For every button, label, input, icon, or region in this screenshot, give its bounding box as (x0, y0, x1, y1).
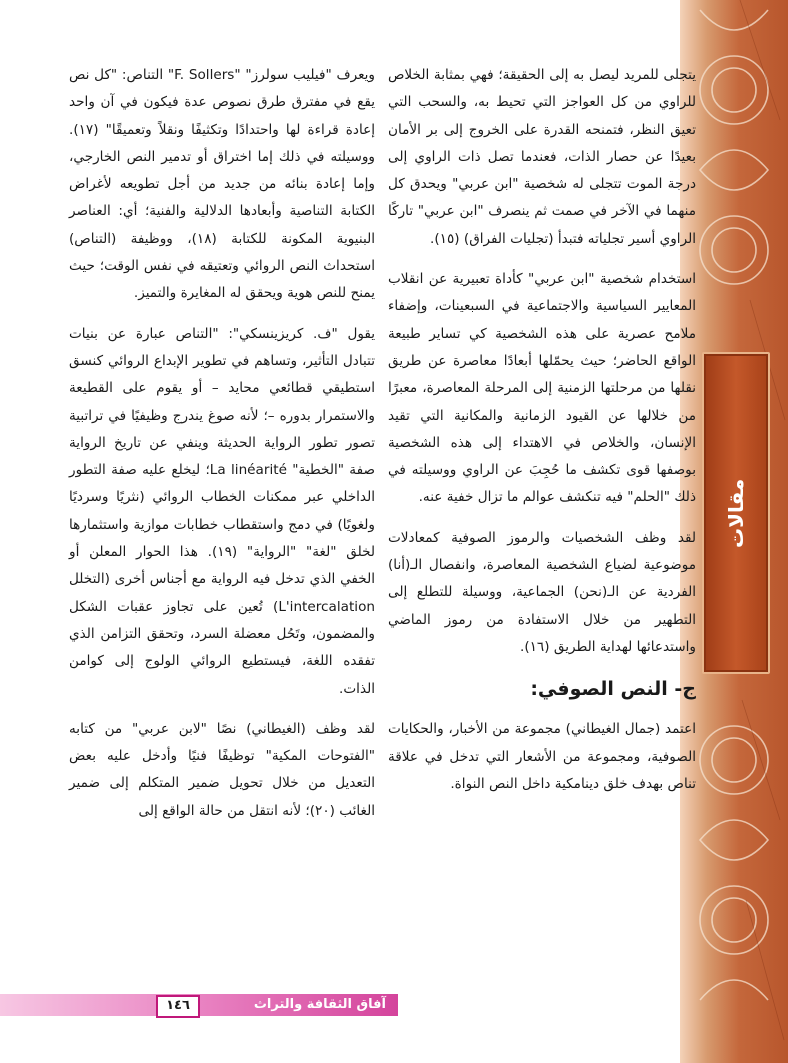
right-column (388, 62, 696, 811)
paragraph: يتجلى للمريد ليصل به إلى الحقيقة؛ فهي بمثابة الخلاص للراوي من كل العواجز التي تحيط به، والسحب التي تعيق النظر، فتمنحه القدرة على الخروج إلى بر الأمان بعيدًا عن حصار الذات، فعندما تصل ذات الراوي إلى درجة الموت تتجلى له شخصية "ابن عربي" ويحدق كل منهما في الآخر في صمت ثم ينصرف "ابن عربي" تاركًا الراوي أسير تجلياته فتبدأ (تجليات الفراق) (١٥). (388, 67, 696, 247)
section-tab (702, 352, 770, 674)
paragraph: يقول "ف. كريزينسكي": "التناص عبارة عن بنيات تتبادل التأثير، وتساهم في تطوير الإبداع الروائي كنسق استطيقي قطائعي محايد – أو يقوم على القطيعة والاستمرار بدوره –؛ لأنه صوغ يندرج وظيفيًا في تراتبية تصور تطور الرواية الحديثة وينفي عن تاريخ الرواية صفة "الخطية" La linéarité؛ ليخلع عليه صفة التطور الداخلي عبر ممكنات الخطاب الروائي (نثريًا وسرديًا ولغويًا) في دمج واستقطاب خطابات موازية واستثمارها لخلق "لغة" "الرواية" (١٩). هذا الحوار المعلن أو الخفي الذي تدخل فيه الرواية مع أجناس أخرى (التخلل L'intercalation) تُعين على تجاوز عقبات الشكل والمضمون، وتَحُل معضلة السرد، وتحقق التزامن الذي تفقده اللغة، فيستطيع الروائي الولوج إلى كوامن الذات. (69, 325, 376, 697)
left-column (69, 62, 375, 838)
paragraph: لقد وظف الشخصيات والرموز الصوفية كمعادلات موضوعية لضياع الشخصية المعاصرة، وانفصال الـ(أنا) الفردية عن الـ(نحن) الجماعية، ووسيلة للتطلع إلى التطهير من خلال الاستفادة من رموز الماضي واستدعائها لهداية الطريق (١٦). (388, 529, 696, 655)
paragraph: ويعرف "فيليب سولرز" "F. Sollers" التناص: "كل نص يقع في مفترق طرق نصوص عدة فيكون في آن واحد إعادة قراءة لها واحتدادًا وتكثيفًا ونقلاً وتعميقًا" (١٧). ووسيلته في ذلك إما اختراق أو تدمير النص الخارجي، وإما إعادة بنائه من جديد من أجل تطويعه لأغراض الكتابة التناصية وأبعادها الدلالية والفنية؛ أي: العناصر البنيوية المكونة للكتابة (١٨)، ووظيفة (التناص) استحداث النص الروائي وتعتيقه في نفس الوقت؛ حيث يمنح للنص هوية ويحقق له المغايرة والتميز. (69, 67, 376, 302)
section-heading: ج- النص الصوفي: (530, 678, 696, 701)
paragraph: لقد وظف (الغيطاني) نصًا "لابن عربي" من كتابه "الفتوحات المكية" توظيفًا فنيًا وأدخل عليه بعض التعديل من خلال تحويل ضمير المتكلم إلى ضمير الغائب (٢٠)؛ لأنه انتقل من حالة الواقع إلى (69, 720, 375, 819)
section-label: مقالات (724, 478, 748, 548)
page-number: ١٤٦ (156, 995, 200, 1018)
magazine-title: آفاق الثقافة والتراث (253, 997, 386, 1012)
paragraph: استخدام شخصية "ابن عربي" كأداة تعبيرية عن انقلاب المعايير السياسية والاجتماعية في السبعينات، وإضفاء ملامح عصرية على هذه الشخصية كي تساير طبيعة الواقع الحاضر؛ حيث يحمّلها أبعادًا معاصرة عن طريق نقلها من مرحلتها الزمنية إلى المرحلة المعاصرة، معبرًا من خلالها عن القيود الزمانية والمكانية التي تقيد الإنسان، والخلاص في الاهتداء إلى هذه الشخصية بوصفها قوى تكشف ما حُجِبَ عن الراوي ووسيلته في ذلك "الحلم" فيه تنكشف عوالم ما تزال خفية عنه. (388, 271, 696, 506)
paragraph: اعتمد (جمال الغيطاني) مجموعة من الأخبار، والحكايات الصوفية، ومجموعة من الأشعار التي تدخل في علاقة تناص بهدف خلق دينامكية داخل النص النواة. (388, 721, 696, 792)
